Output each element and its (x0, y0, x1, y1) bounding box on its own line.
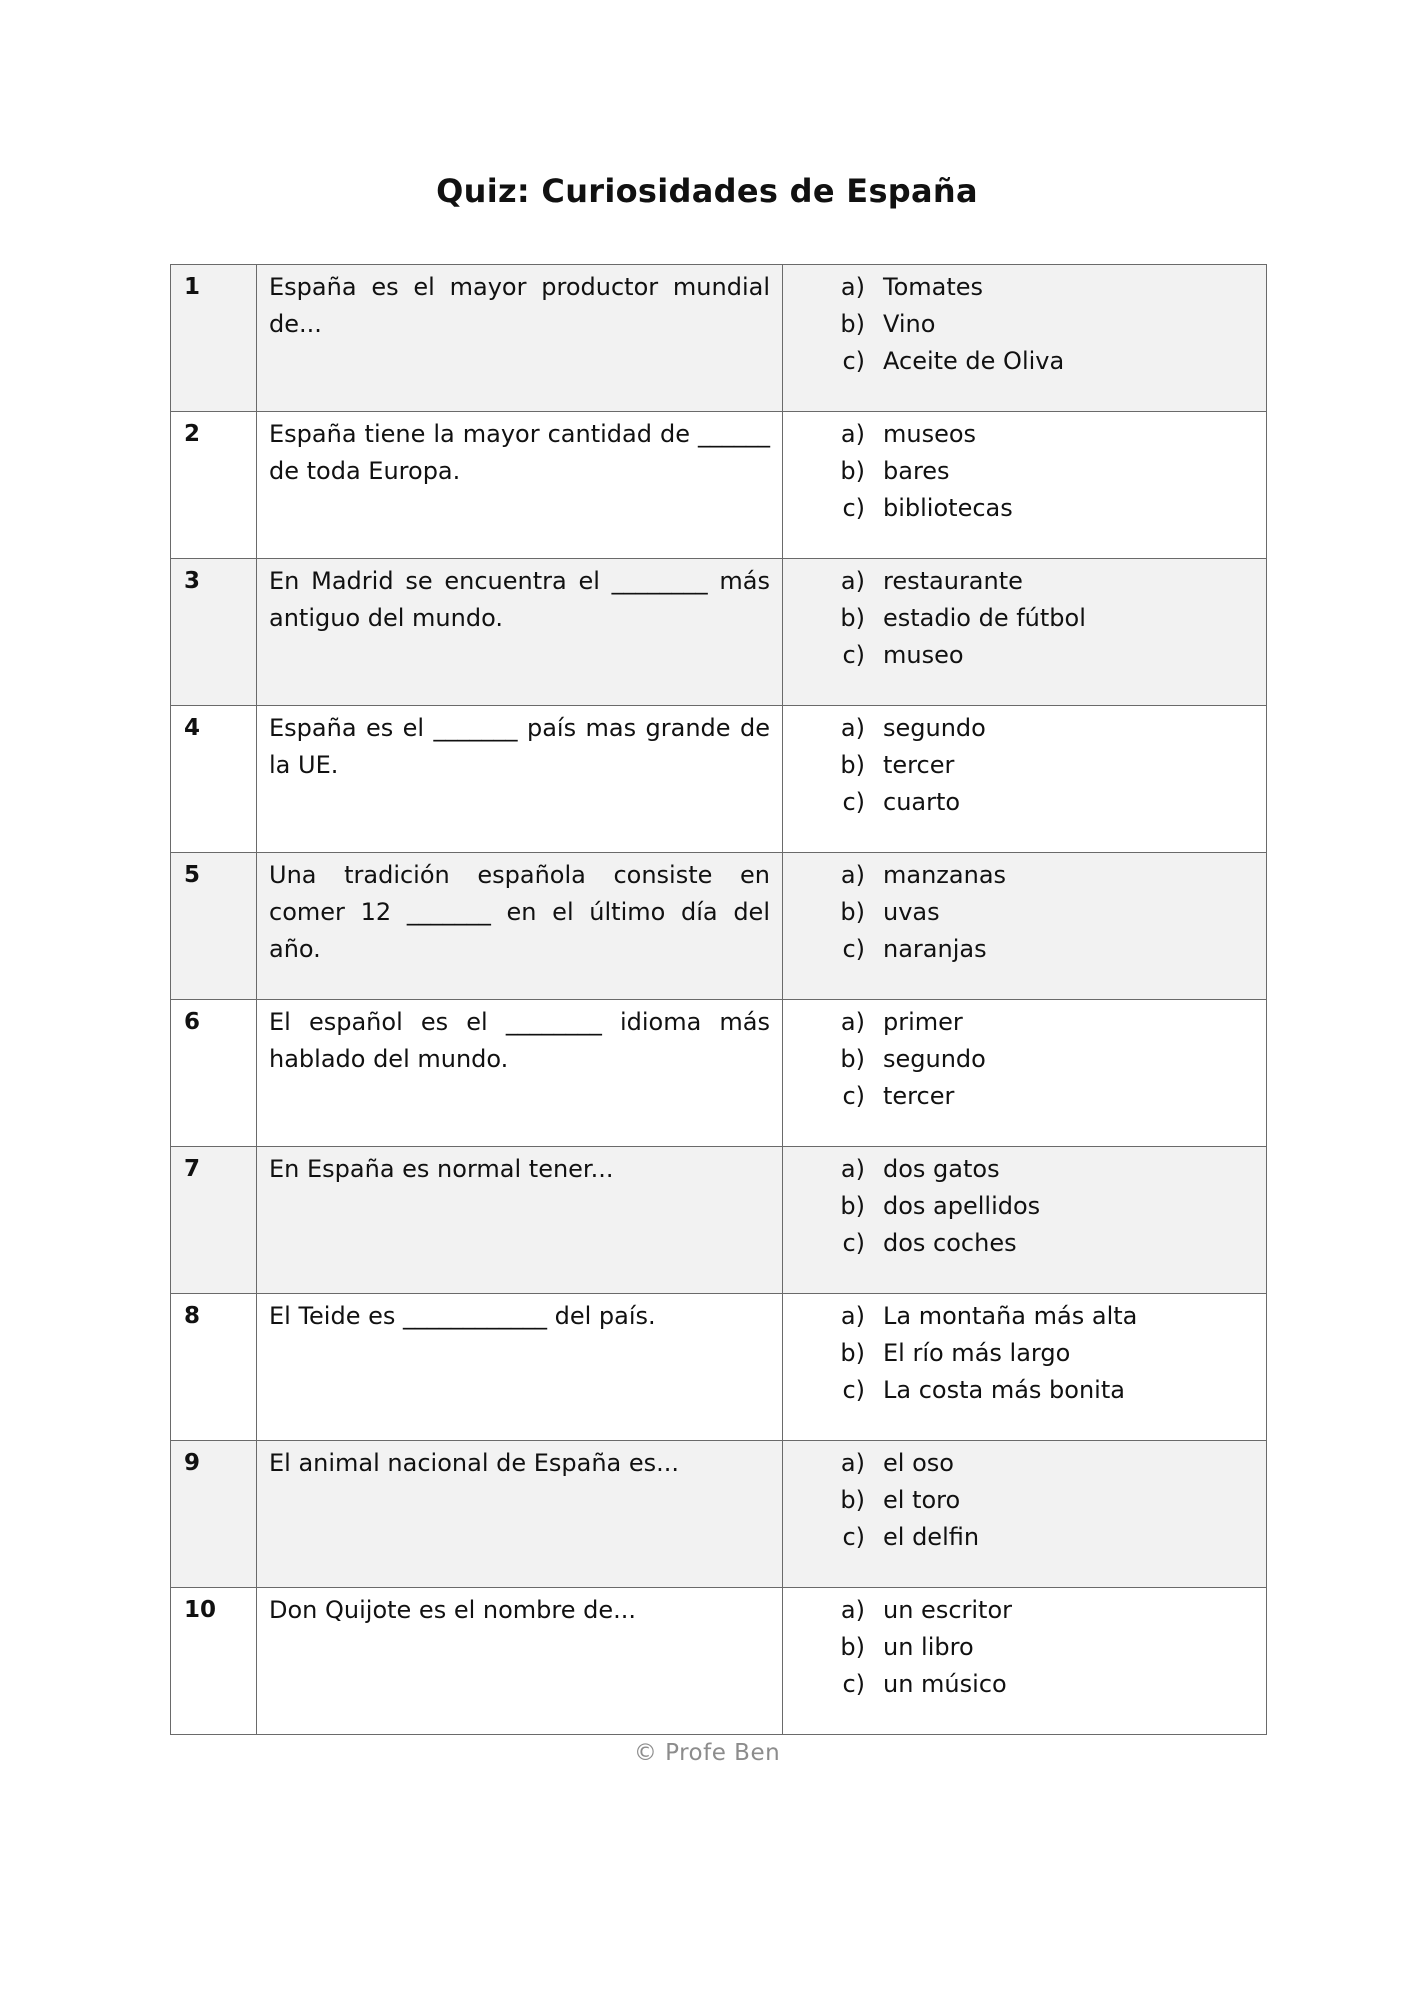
option-letter: a) (840, 861, 865, 889)
option-letter: a) (840, 567, 865, 595)
question-row (171, 265, 1267, 412)
answer-options (783, 853, 1267, 1000)
answer-options (783, 1294, 1267, 1441)
option-text: naranjas (883, 935, 987, 963)
option-letter: c) (842, 347, 865, 375)
option-letter: c) (842, 1523, 865, 1551)
page-title: Quiz: Curiosidades de España (436, 172, 978, 210)
answer-option (783, 563, 1266, 600)
question-row (171, 706, 1267, 853)
question-number: 4 (171, 706, 257, 853)
option-letter-container (783, 1151, 883, 1188)
option-text: El río más largo (883, 1339, 1071, 1367)
option-letter-container (783, 1519, 883, 1556)
question-text: El animal nacional de España es... (257, 1441, 783, 1588)
option-letter-container (783, 306, 883, 343)
option-letter-container (783, 1004, 883, 1041)
option-text: dos coches (883, 1229, 1017, 1257)
question-text: Don Quijote es el nombre de... (257, 1588, 783, 1735)
question-text: España es el mayor productor mundial de... (257, 265, 783, 412)
question-row (171, 1147, 1267, 1294)
question-text: Una tradición española consiste en comer 12 _______ en el último día del año. (257, 853, 783, 1000)
option-letter-container (783, 269, 883, 306)
option-text: tercer (883, 1082, 955, 1110)
option-text: museo (883, 641, 964, 669)
option-text: Vino (883, 310, 936, 338)
answer-options (783, 559, 1267, 706)
quiz-table-body (171, 265, 1267, 1735)
answer-option (783, 269, 1266, 306)
answer-option (783, 490, 1266, 527)
answer-option (783, 710, 1266, 747)
question-row (171, 412, 1267, 559)
question-row (171, 1000, 1267, 1147)
option-letter: c) (842, 1082, 865, 1110)
answer-option (783, 1298, 1266, 1335)
option-letter-container (783, 857, 883, 894)
question-text: En Madrid se encuentra el ________ más antiguo del mundo. (257, 559, 783, 706)
option-text: restaurante (883, 567, 1023, 595)
option-letter-container (783, 1041, 883, 1078)
answer-option (783, 1225, 1266, 1262)
answer-option (783, 931, 1266, 968)
option-letter: c) (842, 1229, 865, 1257)
question-row (171, 559, 1267, 706)
option-letter: c) (842, 1376, 865, 1404)
option-letter: b) (840, 751, 865, 779)
option-letter-container (783, 931, 883, 968)
option-text: La costa más bonita (883, 1376, 1125, 1404)
option-letter-container (783, 490, 883, 527)
option-letter: c) (842, 641, 865, 669)
option-text: manzanas (883, 861, 1007, 889)
question-text: El español es el ________ idioma más hablado del mundo. (257, 1000, 783, 1147)
answer-option (783, 1519, 1266, 1556)
option-text: tercer (883, 751, 955, 779)
option-letter-container (783, 1078, 883, 1115)
question-number: 3 (171, 559, 257, 706)
option-text: un escritor (883, 1596, 1013, 1624)
answer-options (783, 412, 1267, 559)
option-letter-container (783, 784, 883, 821)
option-letter: c) (842, 935, 865, 963)
answer-options (783, 1147, 1267, 1294)
option-letter-container (783, 600, 883, 637)
option-letter-container (783, 1629, 883, 1666)
option-letter: a) (840, 273, 865, 301)
option-letter: b) (840, 310, 865, 338)
answer-option (783, 747, 1266, 784)
option-letter: a) (840, 1008, 865, 1036)
option-letter-container (783, 710, 883, 747)
copyright-footer: © Profe Ben (633, 1740, 781, 1766)
option-text: dos gatos (883, 1155, 1000, 1183)
option-letter-container (783, 747, 883, 784)
option-letter-container (783, 894, 883, 931)
answer-option (783, 600, 1266, 637)
option-letter: b) (840, 1486, 865, 1514)
question-number: 6 (171, 1000, 257, 1147)
option-letter: b) (840, 604, 865, 632)
question-number: 1 (171, 265, 257, 412)
option-text: cuarto (883, 788, 961, 816)
question-text: El Teide es ____________ del país. (257, 1294, 783, 1441)
option-letter-container (783, 416, 883, 453)
question-row (171, 1441, 1267, 1588)
option-letter: a) (840, 714, 865, 742)
option-letter-container (783, 563, 883, 600)
option-letter: b) (840, 1192, 865, 1220)
quiz-table (170, 264, 1267, 1735)
option-letter-container (783, 1225, 883, 1262)
answer-option (783, 637, 1266, 674)
question-text: España tiene la mayor cantidad de ______ de toda Europa. (257, 412, 783, 559)
answer-options (783, 1588, 1267, 1735)
option-letter: a) (840, 1596, 865, 1624)
answer-option (783, 1041, 1266, 1078)
option-text: el toro (883, 1486, 961, 1514)
answer-option (783, 1004, 1266, 1041)
option-text: Aceite de Oliva (883, 347, 1065, 375)
option-letter: c) (842, 494, 865, 522)
option-letter-container (783, 1482, 883, 1519)
answer-option (783, 857, 1266, 894)
option-letter-container (783, 1445, 883, 1482)
option-text: primer (883, 1008, 963, 1036)
option-text: estadio de fútbol (883, 604, 1086, 632)
option-letter-container (783, 1298, 883, 1335)
option-letter-container (783, 453, 883, 490)
answer-option (783, 416, 1266, 453)
option-letter: b) (840, 1045, 865, 1073)
question-number: 2 (171, 412, 257, 559)
question-number: 8 (171, 1294, 257, 1441)
option-text: bares (883, 457, 950, 485)
answer-option (783, 1629, 1266, 1666)
option-letter: a) (840, 1302, 865, 1330)
option-letter-container (783, 1666, 883, 1703)
answer-option (783, 1335, 1266, 1372)
answer-option (783, 306, 1266, 343)
question-number: 9 (171, 1441, 257, 1588)
option-text: Tomates (883, 273, 984, 301)
answer-option (783, 1372, 1266, 1409)
option-letter: c) (842, 1670, 865, 1698)
answer-option (783, 1482, 1266, 1519)
question-number: 5 (171, 853, 257, 1000)
option-letter-container (783, 1188, 883, 1225)
option-letter: b) (840, 898, 865, 926)
answer-options (783, 265, 1267, 412)
question-text: España es el _______ país mas grande de la UE. (257, 706, 783, 853)
option-text: bibliotecas (883, 494, 1013, 522)
option-text: el oso (883, 1449, 954, 1477)
answer-option (783, 1592, 1266, 1629)
option-letter: a) (840, 1449, 865, 1477)
option-letter-container (783, 1592, 883, 1629)
option-text: un libro (883, 1633, 974, 1661)
question-number: 7 (171, 1147, 257, 1294)
option-letter-container (783, 637, 883, 674)
answer-option (783, 1078, 1266, 1115)
option-text: dos apellidos (883, 1192, 1041, 1220)
question-row (171, 1588, 1267, 1735)
question-row (171, 853, 1267, 1000)
option-text: un músico (883, 1670, 1007, 1698)
question-row (171, 1294, 1267, 1441)
answer-options (783, 1441, 1267, 1588)
option-letter-container (783, 1335, 883, 1372)
answer-options (783, 1000, 1267, 1147)
answer-option (783, 784, 1266, 821)
option-letter: a) (840, 1155, 865, 1183)
option-letter: a) (840, 420, 865, 448)
answer-option (783, 1666, 1266, 1703)
answer-option (783, 1445, 1266, 1482)
option-text: uvas (883, 898, 940, 926)
answer-option (783, 343, 1266, 380)
option-letter: c) (842, 788, 865, 816)
question-text: En España es normal tener... (257, 1147, 783, 1294)
question-number: 10 (171, 1588, 257, 1735)
option-text: museos (883, 420, 977, 448)
option-letter-container (783, 343, 883, 380)
answer-options (783, 706, 1267, 853)
option-text: segundo (883, 1045, 986, 1073)
option-text: segundo (883, 714, 986, 742)
option-letter-container (783, 1372, 883, 1409)
answer-option (783, 894, 1266, 931)
answer-option (783, 1151, 1266, 1188)
answer-option (783, 453, 1266, 490)
answer-option (783, 1188, 1266, 1225)
option-letter: b) (840, 1633, 865, 1661)
option-text: La montaña más alta (883, 1302, 1138, 1330)
option-letter: b) (840, 457, 865, 485)
option-text: el delfin (883, 1523, 980, 1551)
option-letter: b) (840, 1339, 865, 1367)
